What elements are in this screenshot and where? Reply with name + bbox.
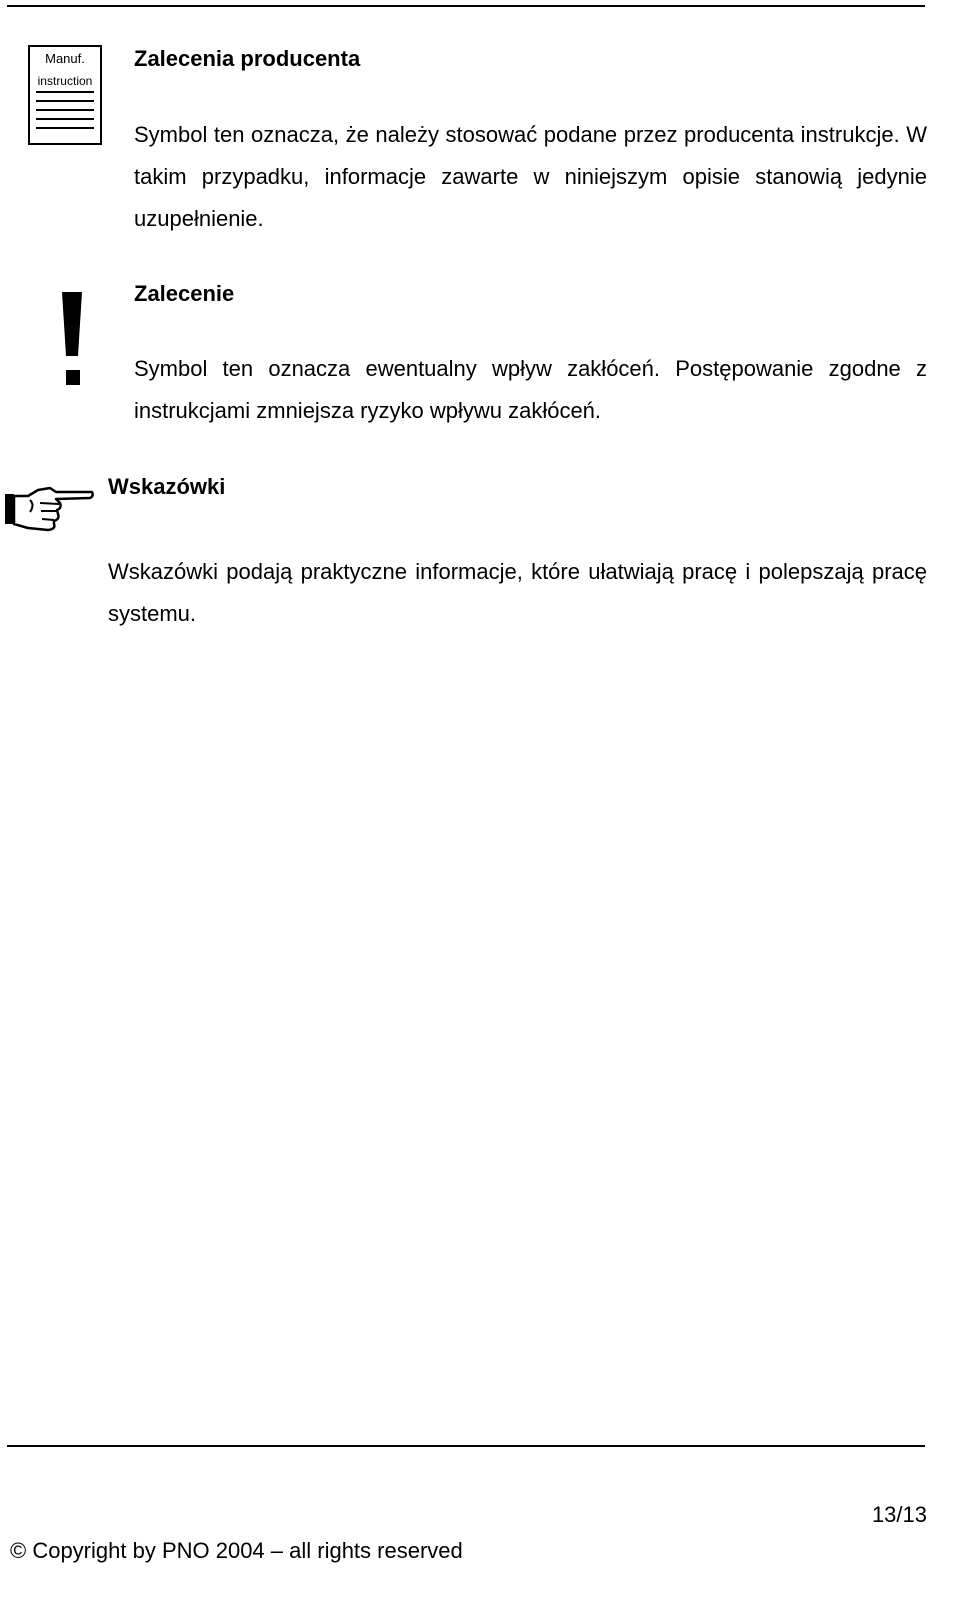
page-number: 13/13 (871, 1502, 927, 1527)
manufacturer-icon-line (36, 91, 94, 93)
manufacturer-icon-line (36, 109, 94, 111)
header-rule (7, 5, 925, 7)
pointing-hand-icon (4, 484, 94, 534)
manufacturer-icon-line (36, 118, 94, 120)
section-title-tips: Wskazówki (108, 474, 226, 499)
manufacturer-instruction-icon (28, 45, 102, 145)
manufacturer-icon-label-line2: instruction (37, 74, 93, 88)
section-text-recommendation: Symbol ten oznacza ewentualny wpływ zakłóceń. Postępowanie zgodne z instrukcjami zmniejsza ryzyko wpływu zakłóceń. (134, 356, 927, 423)
manufacturer-icon-line (36, 100, 94, 102)
section-text-manufacturer: Symbol ten oznacza, że należy stosować podane przez producenta instrukcje. W takim przypadku, informacje zawarte w niniejszym opisie stanowią jedynie uzupełnienie. (134, 122, 927, 231)
section-text-tips: Wskazówki podają praktyczne informacje, które ułatwiają pracę i polepszają pracę systemu. (108, 559, 927, 626)
exclamation-icon (60, 292, 84, 388)
manufacturer-icon-line (36, 127, 94, 129)
copyright-notice: © Copyright by PNO 2004 – all rights reserved (10, 1538, 463, 1563)
section-title-manufacturer: Zalecenia producenta (134, 46, 361, 71)
manufacturer-icon-label-line1: Manuf. (45, 51, 85, 66)
section-title-recommendation: Zalecenie (134, 281, 235, 306)
footer-rule (7, 1445, 925, 1447)
